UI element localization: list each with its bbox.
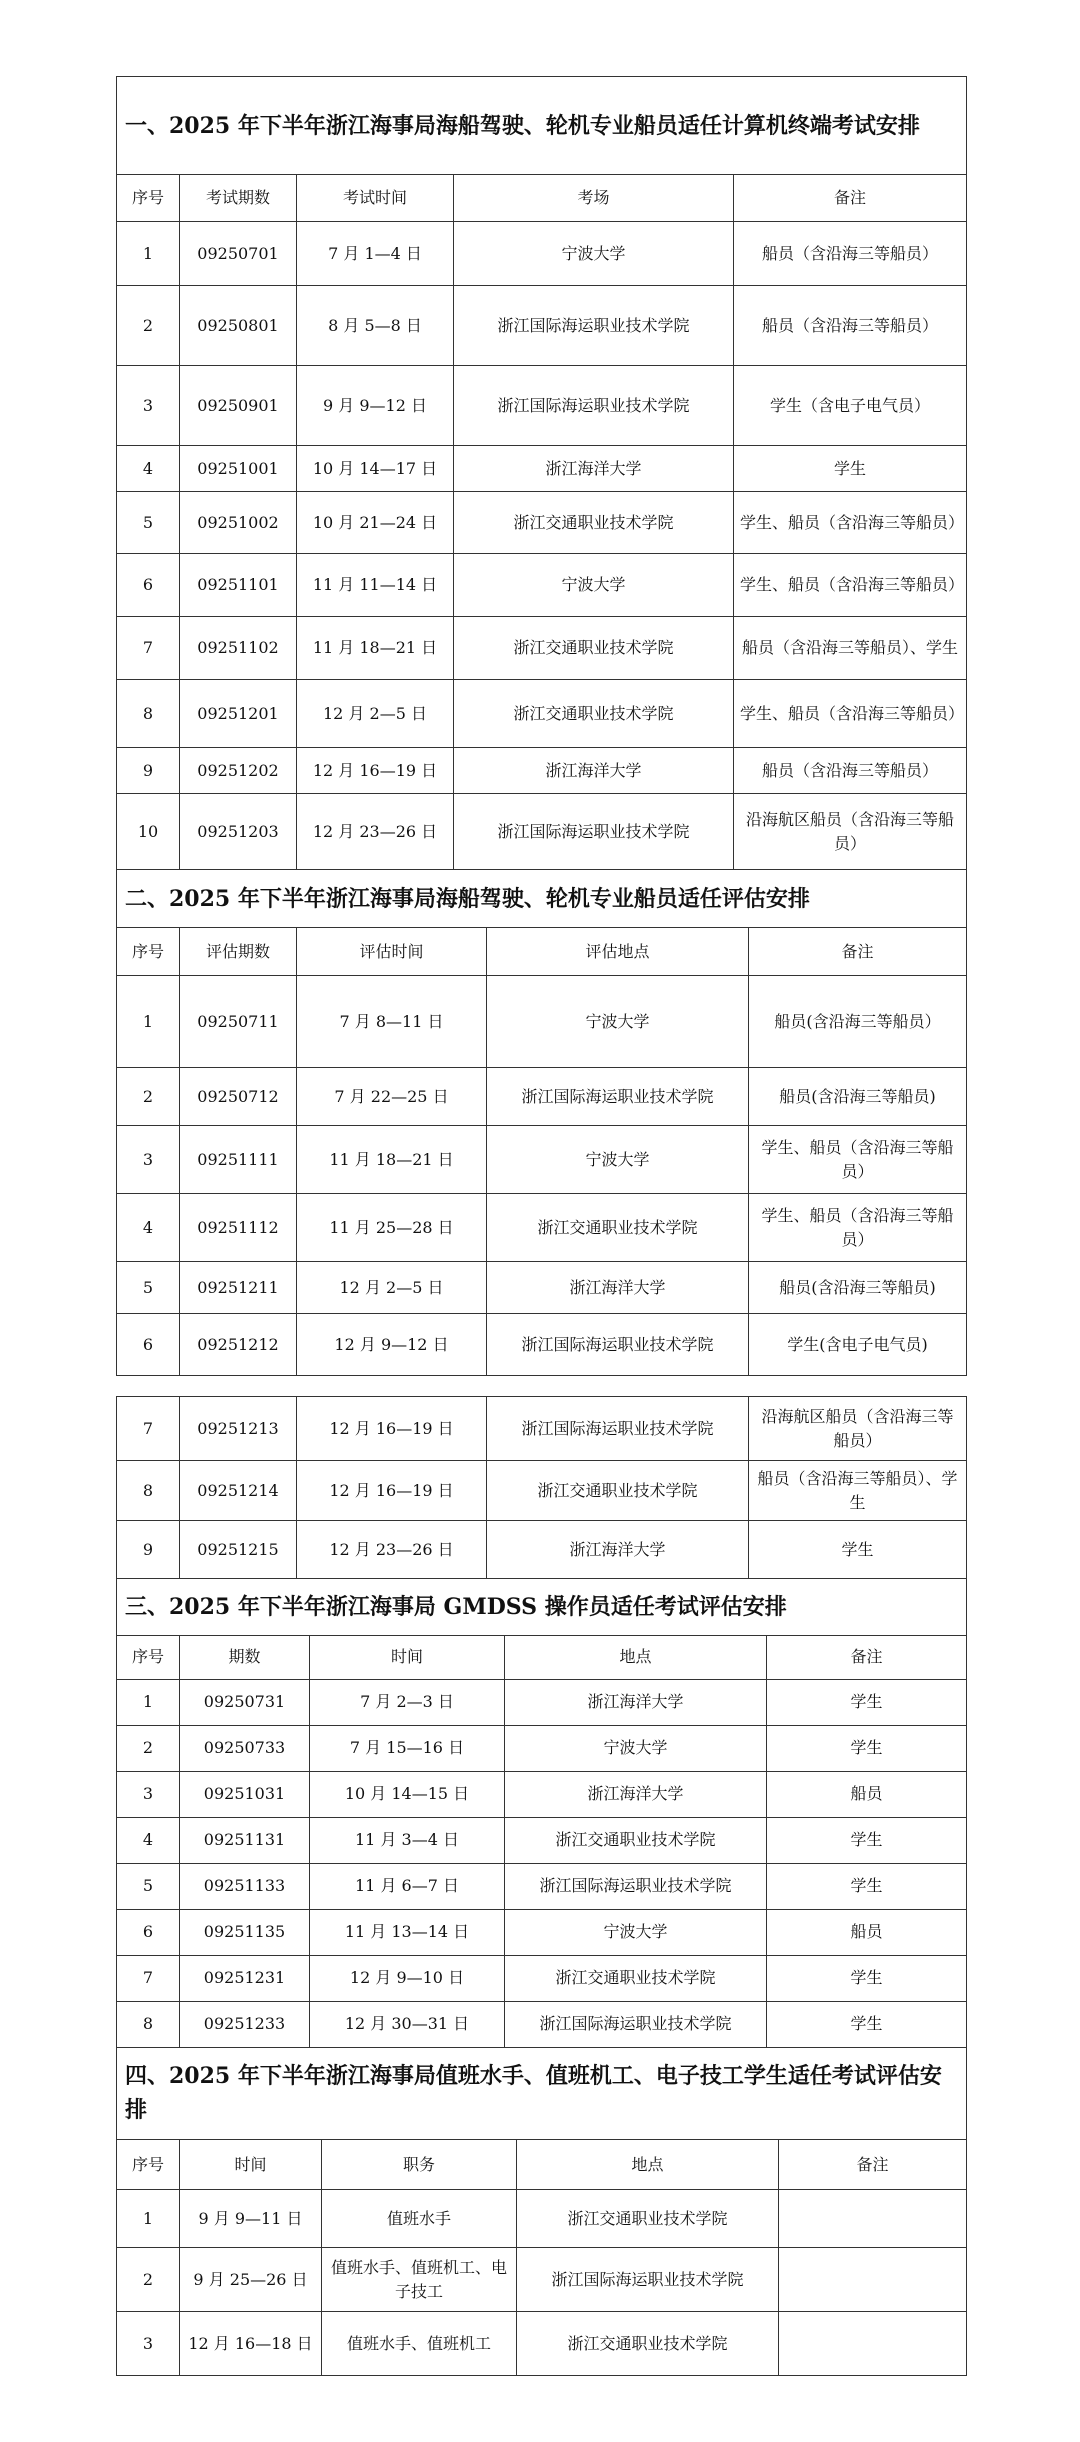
cell-no: 3: [117, 2312, 180, 2376]
col-header-remark: 备注: [779, 2140, 967, 2190]
cell-venue: 宁波大学: [505, 1725, 767, 1771]
table-row: [117, 1771, 967, 1817]
col-header-period: 考试期数: [180, 175, 297, 222]
cell-period: 09251202: [180, 748, 297, 794]
table-row: [117, 222, 967, 286]
cell-remark: 学生: [767, 1863, 967, 1909]
cell-remark: 学生: [734, 446, 967, 492]
cell-venue: 浙江国际海运职业技术学院: [487, 1314, 749, 1376]
col-header-position: 职务: [322, 2140, 517, 2190]
cell-remark: 船员（含沿海三等船员）: [734, 748, 967, 794]
table-row: [117, 1397, 967, 1461]
cell-period: 09251214: [180, 1461, 297, 1521]
cell-period: 09250711: [180, 976, 297, 1068]
section-2-title: 二、2025 年下半年浙江海事局海船驾驶、轮机专业船员适任评估安排: [117, 870, 967, 928]
cell-no: 5: [117, 1863, 180, 1909]
cell-remark: 船员: [767, 1771, 967, 1817]
table-row: [117, 1863, 967, 1909]
header-row: [117, 2140, 967, 2190]
cell-no: 2: [117, 2248, 180, 2312]
table-row: [117, 794, 967, 870]
cell-venue: 宁波大学: [454, 554, 734, 617]
cell-remark: 船员(含沿海三等船员）: [749, 976, 967, 1068]
table-row: [117, 1461, 967, 1521]
table-gmdss: [116, 1579, 967, 2048]
cell-no: 4: [117, 1194, 180, 1262]
cell-time: 12 月 23—26 日: [297, 794, 454, 870]
cell-venue: 浙江国际海运职业技术学院: [517, 2248, 779, 2312]
cell-position: 值班水手、值班机工、电子技工: [322, 2248, 517, 2312]
cell-time: 11 月 6—7 日: [310, 1863, 505, 1909]
cell-position: 值班水手、值班机工: [322, 2312, 517, 2376]
table-row: [117, 1679, 967, 1725]
cell-time: 12 月 16—19 日: [297, 1397, 487, 1461]
cell-remark: 学生、船员（含沿海三等船员）: [734, 492, 967, 554]
cell-remark: 沿海航区船员（含沿海三等船员）: [734, 794, 967, 870]
cell-period: 09251201: [180, 680, 297, 748]
cell-time: 7 月 22—25 日: [297, 1068, 487, 1126]
cell-no: 8: [117, 680, 180, 748]
table-rating-students: [116, 2048, 967, 2377]
cell-period: 09250712: [180, 1068, 297, 1126]
cell-remark: 学生、船员（含沿海三等船员）: [749, 1126, 967, 1194]
table-row: [117, 2248, 967, 2312]
cell-venue: 浙江国际海运职业技术学院: [454, 286, 734, 366]
cell-venue: 浙江交通职业技术学院: [505, 1955, 767, 2001]
cell-period: 09250733: [180, 1725, 310, 1771]
cell-remark: 学生: [767, 1817, 967, 1863]
cell-period: 09251215: [180, 1521, 297, 1579]
table-row: [117, 446, 967, 492]
section-2-assessment: [116, 869, 966, 1376]
cell-remark: 船员(含沿海三等船员): [749, 1068, 967, 1126]
cell-no: 10: [117, 794, 180, 870]
col-header-no: 序号: [117, 1635, 180, 1679]
cell-time: 11 月 3—4 日: [310, 1817, 505, 1863]
cell-time: 7 月 15—16 日: [310, 1725, 505, 1771]
table-row: [117, 1068, 967, 1126]
cell-period: 09251211: [180, 1262, 297, 1314]
table-row: [117, 2190, 967, 2248]
cell-time: 9 月 25—26 日: [180, 2248, 322, 2312]
section-4-title: 四、2025 年下半年浙江海事局值班水手、值班机工、电子技工学生适任考试评估安排: [117, 2048, 967, 2140]
cell-venue: 浙江海洋大学: [454, 748, 734, 794]
cell-period: 09251112: [180, 1194, 297, 1262]
cell-venue: 浙江国际海运职业技术学院: [505, 1863, 767, 1909]
cell-period: 09251231: [180, 1955, 310, 2001]
cell-time: 12 月 16—19 日: [297, 1461, 487, 1521]
table-row: [117, 1194, 967, 1262]
cell-remark: 船员: [767, 1909, 967, 1955]
table-row: [117, 680, 967, 748]
table-row: [117, 617, 967, 680]
cell-time: 11 月 18—21 日: [297, 617, 454, 680]
cell-venue: 浙江国际海运职业技术学院: [454, 366, 734, 446]
cell-remark: 学生: [767, 1725, 967, 1771]
cell-time: 9 月 9—12 日: [297, 366, 454, 446]
cell-no: 1: [117, 976, 180, 1068]
header-row: [117, 928, 967, 976]
cell-no: 8: [117, 1461, 180, 1521]
section-1-computer-exam: [116, 76, 966, 870]
cell-time: 11 月 18—21 日: [297, 1126, 487, 1194]
cell-remark: 学生、船员（含沿海三等船员）: [749, 1194, 967, 1262]
table-row: [117, 1955, 967, 2001]
cell-period: 09251031: [180, 1771, 310, 1817]
cell-no: 1: [117, 1679, 180, 1725]
table-row: [117, 366, 967, 446]
cell-period: 09250731: [180, 1679, 310, 1725]
cell-no: 7: [117, 1955, 180, 2001]
cell-venue: 浙江国际海运职业技术学院: [487, 1397, 749, 1461]
cell-no: 6: [117, 554, 180, 617]
cell-remark: [779, 2248, 967, 2312]
cell-no: 7: [117, 1397, 180, 1461]
cell-time: 10 月 21—24 日: [297, 492, 454, 554]
table-row: [117, 1314, 967, 1376]
cell-no: 6: [117, 1909, 180, 1955]
cell-venue: 浙江交通职业技术学院: [454, 492, 734, 554]
cell-no: 7: [117, 617, 180, 680]
cell-time: 10 月 14—15 日: [310, 1771, 505, 1817]
cell-venue: 浙江交通职业技术学院: [454, 617, 734, 680]
cell-no: 4: [117, 1817, 180, 1863]
table-row: [117, 1262, 967, 1314]
cell-period: 09251101: [180, 554, 297, 617]
cell-period: 09251133: [180, 1863, 310, 1909]
table-row: [117, 1909, 967, 1955]
cell-no: 2: [117, 286, 180, 366]
cell-period: 09251111: [180, 1126, 297, 1194]
cell-remark: 学生: [767, 1955, 967, 2001]
cell-time: 11 月 13—14 日: [310, 1909, 505, 1955]
cell-period: 09250701: [180, 222, 297, 286]
header-row: [117, 1635, 967, 1679]
cell-remark: 船员（含沿海三等船员）、学生: [734, 617, 967, 680]
col-header-time: 评估时间: [297, 928, 487, 976]
table-row: [117, 286, 967, 366]
cell-time: 12 月 30—31 日: [310, 2001, 505, 2047]
col-header-no: 序号: [117, 928, 180, 976]
cell-period: 09251002: [180, 492, 297, 554]
cell-no: 3: [117, 366, 180, 446]
cell-period: 09251233: [180, 2001, 310, 2047]
col-header-venue: 地点: [517, 2140, 779, 2190]
cell-venue: 宁波大学: [505, 1909, 767, 1955]
cell-venue: 宁波大学: [487, 976, 749, 1068]
cell-time: 9 月 9—11 日: [180, 2190, 322, 2248]
cell-remark: 船员（含沿海三等船员）、学生: [749, 1461, 967, 1521]
cell-no: 8: [117, 2001, 180, 2047]
cell-remark: [779, 2312, 967, 2376]
table-computer-exam: [116, 76, 967, 870]
cell-no: 5: [117, 1262, 180, 1314]
cell-time: 11 月 25—28 日: [297, 1194, 487, 1262]
cell-remark: 学生(含电子电气员): [749, 1314, 967, 1376]
cell-no: 6: [117, 1314, 180, 1376]
cell-period: 09251001: [180, 446, 297, 492]
cell-remark: 船员（含沿海三等船员）: [734, 222, 967, 286]
cell-time: 12 月 2—5 日: [297, 680, 454, 748]
table-row: [117, 492, 967, 554]
cell-venue: 浙江交通职业技术学院: [487, 1194, 749, 1262]
col-header-remark: 备注: [734, 175, 967, 222]
col-header-time: 考试时间: [297, 175, 454, 222]
cell-venue: 浙江国际海运职业技术学院: [487, 1068, 749, 1126]
cell-period: 09251212: [180, 1314, 297, 1376]
cell-remark: 船员(含沿海三等船员): [749, 1262, 967, 1314]
cell-time: 12 月 9—10 日: [310, 1955, 505, 2001]
col-header-period: 期数: [180, 1635, 310, 1679]
cell-time: 12 月 23—26 日: [297, 1521, 487, 1579]
cell-period: 09251203: [180, 794, 297, 870]
cell-remark: 船员（含沿海三等船员）: [734, 286, 967, 366]
cell-remark: 学生: [749, 1521, 967, 1579]
cell-venue: 浙江海洋大学: [505, 1679, 767, 1725]
cell-venue: 浙江海洋大学: [487, 1521, 749, 1579]
cell-venue: 浙江交通职业技术学院: [454, 680, 734, 748]
cell-time: 12 月 16—19 日: [297, 748, 454, 794]
cell-period: 09251213: [180, 1397, 297, 1461]
table-row: [117, 1725, 967, 1771]
cell-remark: 学生（含电子电气员）: [734, 366, 967, 446]
cell-venue: 浙江交通职业技术学院: [505, 1817, 767, 1863]
cell-venue: 浙江海洋大学: [454, 446, 734, 492]
cell-no: 9: [117, 1521, 180, 1579]
cell-remark: 学生: [767, 2001, 967, 2047]
table-row: [117, 2312, 967, 2376]
cell-remark: 沿海航区船员（含沿海三等船员）: [749, 1397, 967, 1461]
cell-time: 12 月 9—12 日: [297, 1314, 487, 1376]
table-assessment-continued: [116, 1396, 967, 1579]
col-header-venue: 考场: [454, 175, 734, 222]
cell-period: 09250801: [180, 286, 297, 366]
table-row: [117, 2001, 967, 2047]
cell-venue: 浙江交通职业技术学院: [517, 2312, 779, 2376]
col-header-time: 时间: [180, 2140, 322, 2190]
cell-no: 1: [117, 2190, 180, 2248]
cell-no: 5: [117, 492, 180, 554]
cell-period: 09251131: [180, 1817, 310, 1863]
cell-time: 11 月 11—14 日: [297, 554, 454, 617]
cell-no: 3: [117, 1126, 180, 1194]
cell-venue: 浙江国际海运职业技术学院: [505, 2001, 767, 2047]
cell-period: 09251135: [180, 1909, 310, 1955]
table-row: [117, 554, 967, 617]
cell-no: 2: [117, 1725, 180, 1771]
cell-venue: 宁波大学: [487, 1126, 749, 1194]
cell-no: 9: [117, 748, 180, 794]
col-header-remark: 备注: [749, 928, 967, 976]
cell-venue: 宁波大学: [454, 222, 734, 286]
col-header-time: 时间: [310, 1635, 505, 1679]
table-row: [117, 976, 967, 1068]
col-header-venue: 地点: [505, 1635, 767, 1679]
cell-venue: 浙江国际海运职业技术学院: [454, 794, 734, 870]
cell-no: 2: [117, 1068, 180, 1126]
table-row: [117, 1126, 967, 1194]
cell-no: 4: [117, 446, 180, 492]
cell-remark: [779, 2190, 967, 2248]
table-assessment: [116, 869, 967, 1376]
cell-time: 7 月 2—3 日: [310, 1679, 505, 1725]
table-row: [117, 1817, 967, 1863]
section-2-continued: [116, 1396, 966, 2376]
cell-time: 12 月 2—5 日: [297, 1262, 487, 1314]
cell-venue: 浙江海洋大学: [505, 1771, 767, 1817]
cell-no: 1: [117, 222, 180, 286]
header-row: [117, 175, 967, 222]
col-header-venue: 评估地点: [487, 928, 749, 976]
section-3-title: 三、2025 年下半年浙江海事局 GMDSS 操作员适任考试评估安排: [117, 1579, 967, 1635]
cell-remark: 学生: [767, 1679, 967, 1725]
cell-position: 值班水手: [322, 2190, 517, 2248]
cell-remark: 学生、船员（含沿海三等船员）: [734, 680, 967, 748]
table-row: [117, 748, 967, 794]
col-header-period: 评估期数: [180, 928, 297, 976]
cell-time: 10 月 14—17 日: [297, 446, 454, 492]
cell-venue: 浙江海洋大学: [487, 1262, 749, 1314]
cell-venue: 浙江交通职业技术学院: [517, 2190, 779, 2248]
section-1-title: 一、2025 年下半年浙江海事局海船驾驶、轮机专业船员适任计算机终端考试安排: [117, 77, 967, 175]
col-header-no: 序号: [117, 175, 180, 222]
cell-remark: 学生、船员（含沿海三等船员）: [734, 554, 967, 617]
col-header-no: 序号: [117, 2140, 180, 2190]
table-row: [117, 1521, 967, 1579]
cell-venue: 浙江交通职业技术学院: [487, 1461, 749, 1521]
cell-time: 7 月 1—4 日: [297, 222, 454, 286]
cell-time: 8 月 5—8 日: [297, 286, 454, 366]
cell-period: 09250901: [180, 366, 297, 446]
cell-time: 7 月 8—11 日: [297, 976, 487, 1068]
cell-period: 09251102: [180, 617, 297, 680]
col-header-remark: 备注: [767, 1635, 967, 1679]
cell-no: 3: [117, 1771, 180, 1817]
cell-time: 12 月 16—18 日: [180, 2312, 322, 2376]
